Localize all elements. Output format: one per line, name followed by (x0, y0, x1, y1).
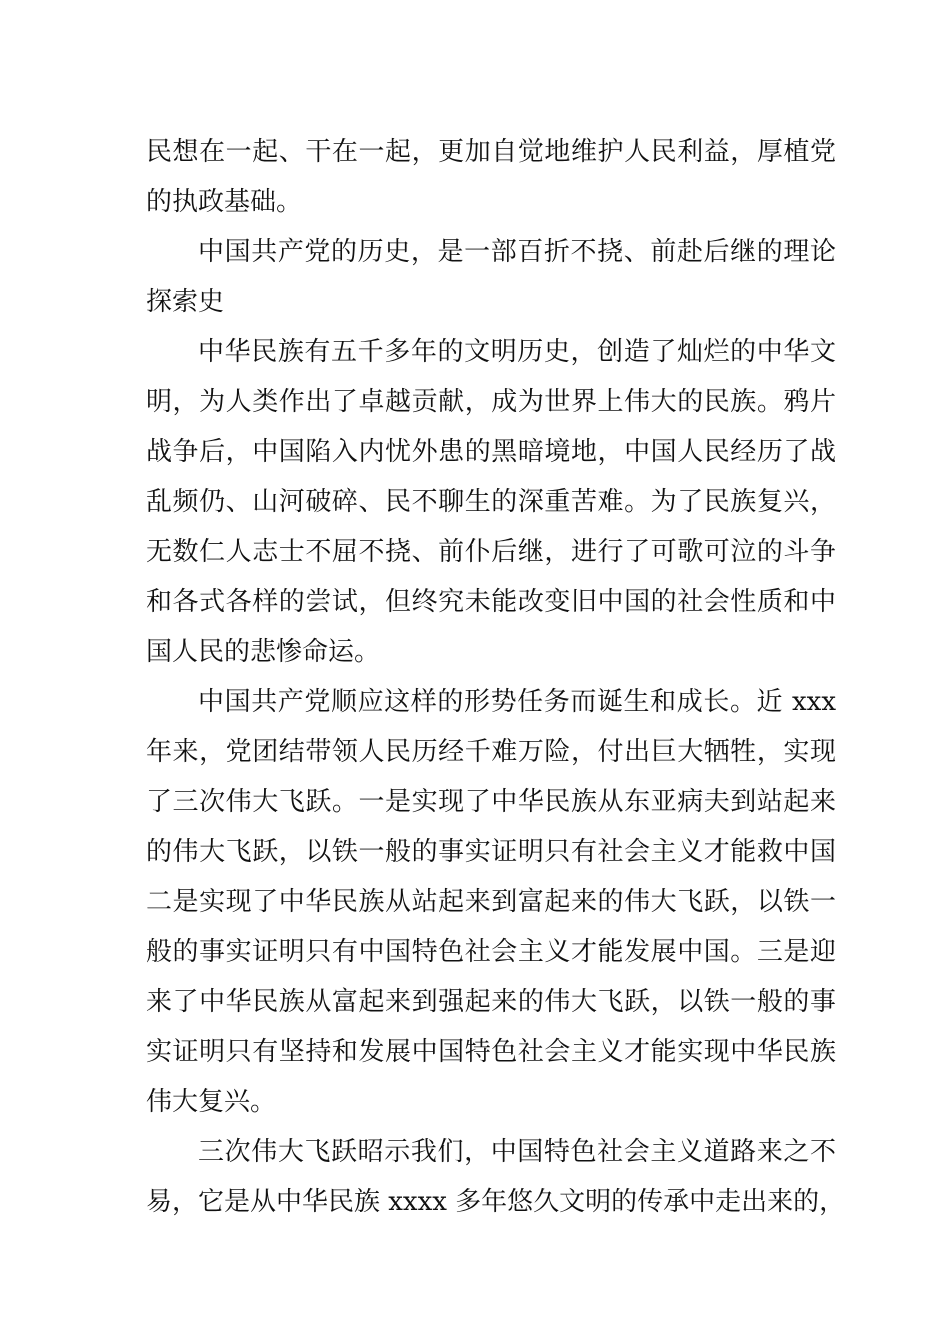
text-line: 明，为人类作出了卓越贡献，成为世界上伟大的民族。鸦片 (146, 387, 836, 417)
section-heading-line: 探索史 (146, 287, 225, 317)
text-line: 的伟大飞跃，以铁一般的事实证明只有社会主义才能救中国 (146, 837, 836, 867)
text-line: 中国共产党顺应这样的形势任务而诞生和成长。近 xxx (198, 687, 836, 717)
text-line: 的执政基础。 (146, 187, 303, 217)
text-line: 战争后，中国陷入内忧外患的黑暗境地，中国人民经历了战 (146, 437, 836, 467)
text-line: 国人民的悲惨命运。 (146, 637, 381, 667)
text-line: 伟大复兴。 (146, 1087, 277, 1117)
section-heading-line: 中国共产党的历史，是一部百折不挠、前赴后继的理论 (198, 237, 836, 267)
text-line: 无数仁人志士不屈不挠、前仆后继，进行了可歌可泣的斗争 (146, 537, 836, 567)
text-line: 三次伟大飞跃昭示我们，中国特色社会主义道路来之不 (198, 1137, 836, 1167)
text-line: 中华民族有五千多年的文明历史，创造了灿烂的中华文 (198, 337, 836, 367)
text-line: 实证明只有坚持和发展中国特色社会主义才能实现中华民族 (146, 1037, 836, 1067)
text-line: 和各式各样的尝试，但终究未能改变旧中国的社会性质和中 (146, 587, 836, 617)
text-line: 般的事实证明只有中国特色社会主义才能发展中国。三是迎 (146, 937, 836, 967)
text-line: 二是实现了中华民族从站起来到富起来的伟大飞跃，以铁一 (146, 887, 836, 917)
text-line: 易，它是从中华民族 xxxx 多年悠久文明的传承中走出来的， (146, 1187, 846, 1217)
text-line: 了三次伟大飞跃。一是实现了中华民族从东亚病夫到站起来 (146, 787, 836, 817)
text-line: 民想在一起、干在一起，更加自觉地维护人民利益，厚植党 (146, 137, 836, 167)
text-line: 乱频仍、山河破碎、民不聊生的深重苦难。为了民族复兴， (146, 487, 836, 517)
text-line: 来了中华民族从富起来到强起来的伟大飞跃，以铁一般的事 (146, 987, 836, 1017)
text-line: 年来，党团结带领人民历经千难万险，付出巨大牺牲，实现 (146, 737, 836, 767)
